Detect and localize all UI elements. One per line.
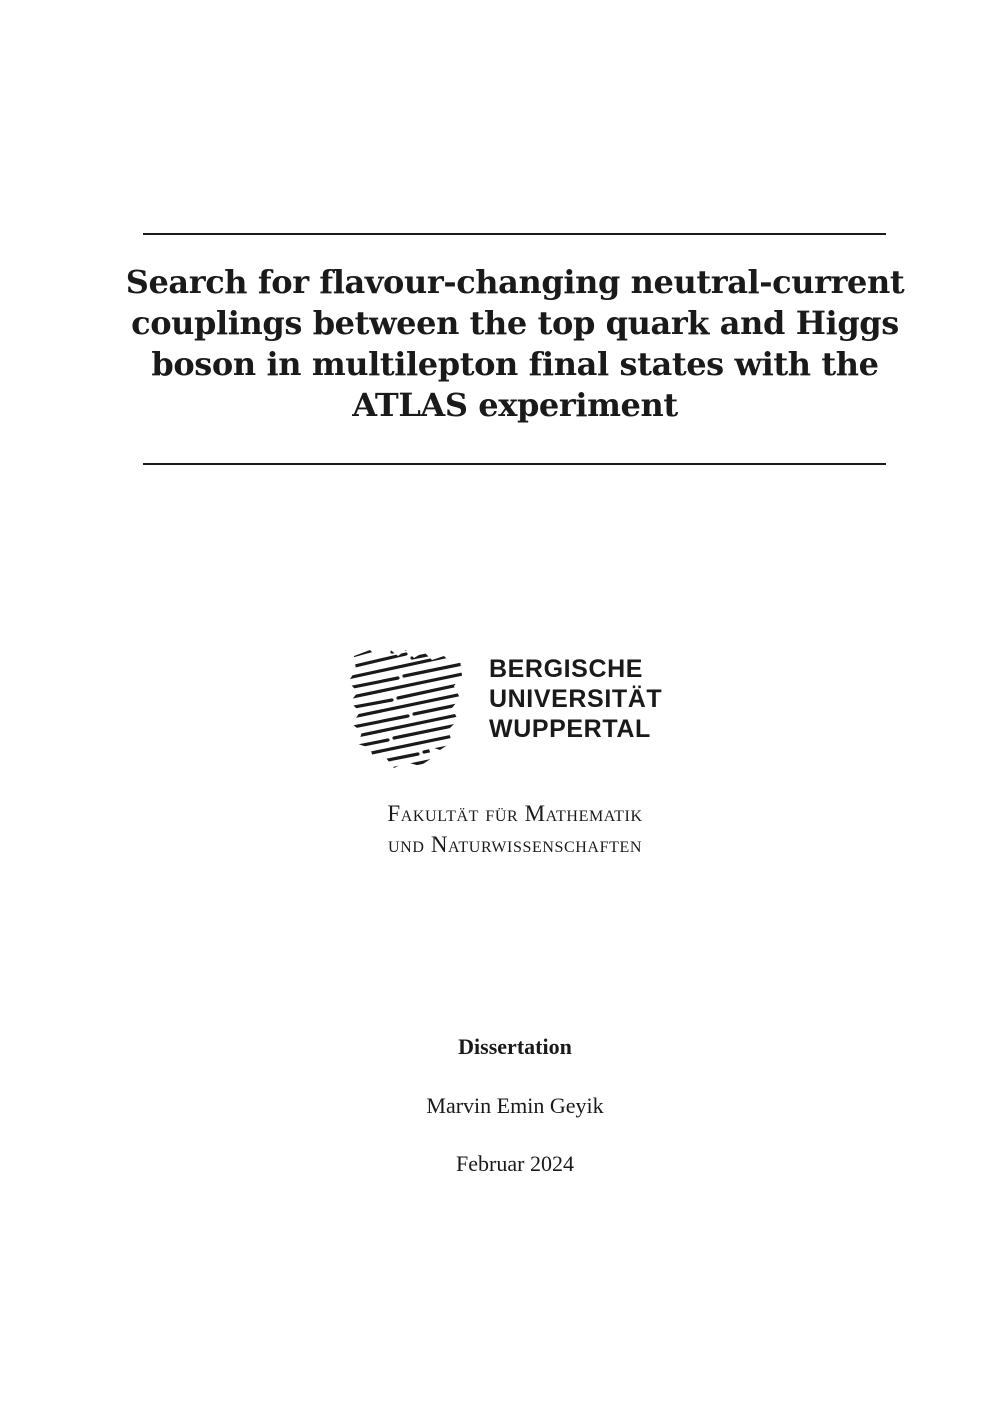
- faculty-name-line-2: und Naturwissenschaften: [388, 832, 642, 857]
- thesis-title: [120, 262, 910, 426]
- title-top-rule: [143, 233, 886, 235]
- faculty-name: [250, 798, 780, 860]
- author-name: Marvin Emin Geyik: [426, 1093, 604, 1118]
- university-name-line-2: UNIVERSITÄT: [489, 685, 663, 713]
- faculty-name-line-1: Fakultät für Mathematik: [387, 801, 643, 826]
- thesis-title-line-4: ATLAS experiment: [352, 386, 678, 424]
- thesis-title-line-1: Search for flavour-changing neutral-current: [125, 263, 905, 301]
- thesis-title-line-2: couplings between the top quark and Higgs: [131, 304, 899, 342]
- title-bottom-rule: [143, 463, 886, 465]
- thesis-title-line-3: boson in multilepton final states with the: [151, 345, 879, 383]
- university-name: [489, 654, 662, 744]
- submission-date: Februar 2024: [456, 1151, 574, 1176]
- document-type: Dissertation: [458, 1034, 572, 1059]
- university-logo: [348, 646, 678, 770]
- lion-crest-icon: [348, 646, 466, 768]
- university-name-line-1: BERGISCHE: [489, 655, 644, 683]
- university-name-line-3: WUPPERTAL: [489, 715, 651, 743]
